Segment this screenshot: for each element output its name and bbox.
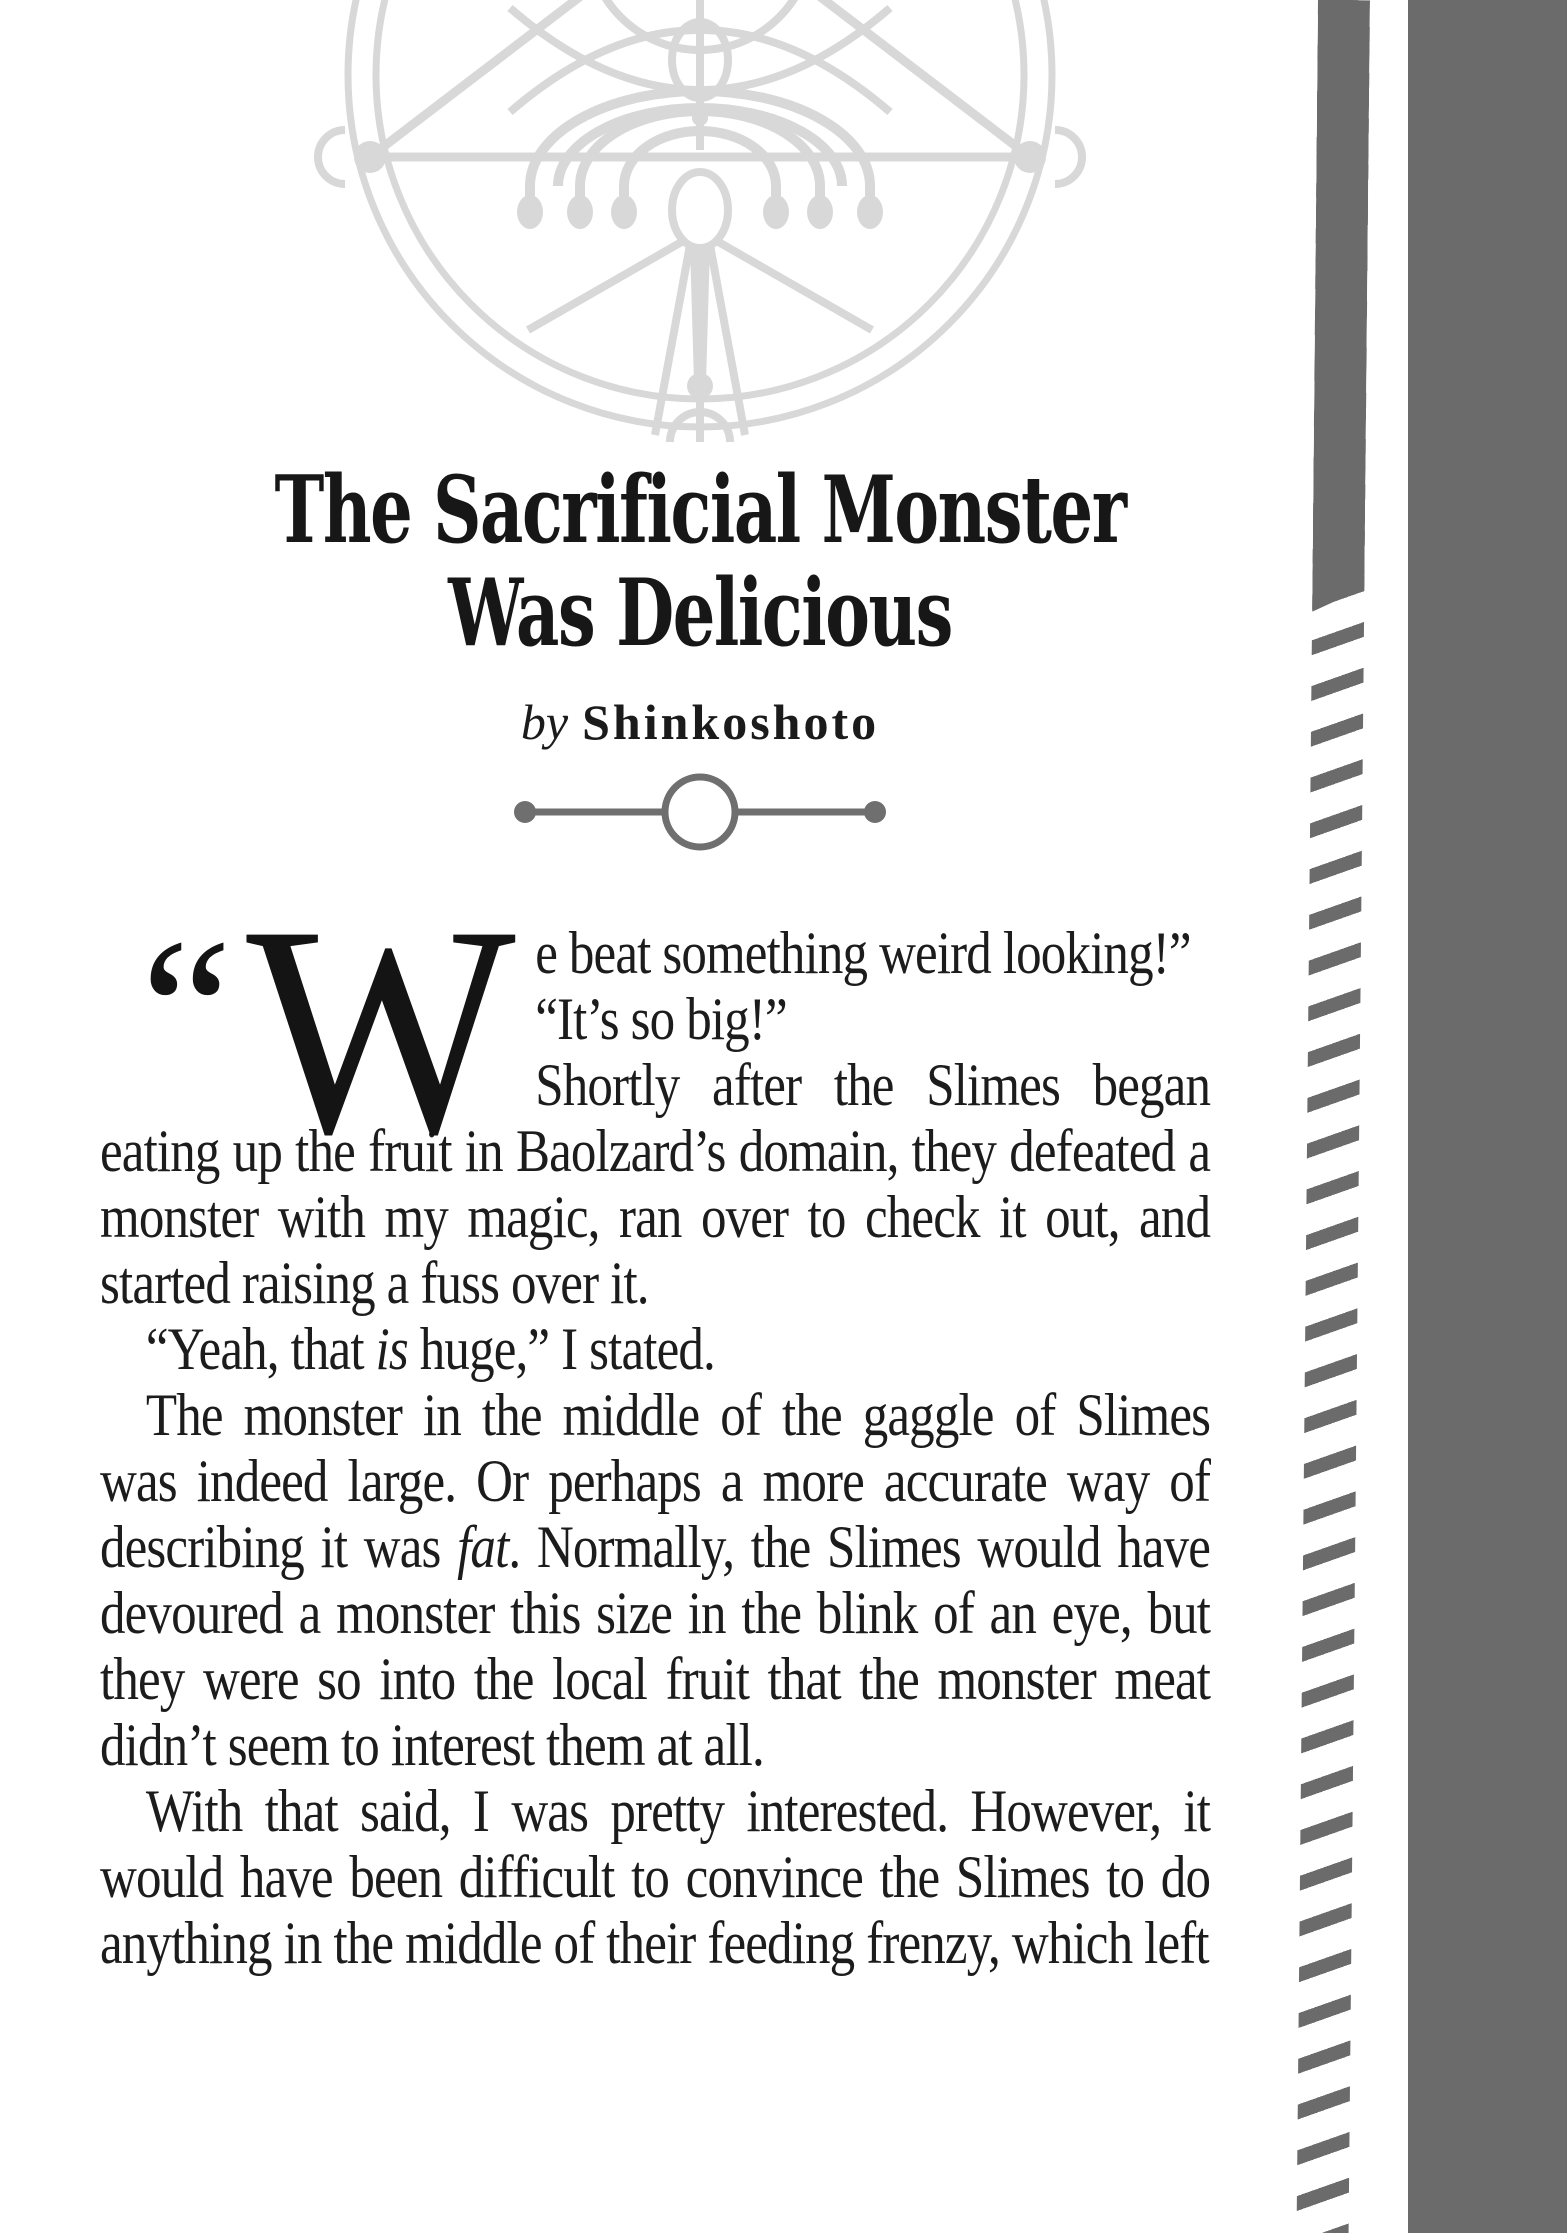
- hatched-edge-stripe: [1297, 0, 1370, 2233]
- emphasized-text: fat: [457, 1514, 509, 1580]
- drop-cap: [100, 864, 535, 1196]
- text-segment: Shortly after the Slimes began eating up the fruit in Baolzard’s domain, they defeated a monster with my magic, ran over to check it out, and started raising a fuss over it.: [100, 1052, 1211, 1316]
- chapter-title: [268, 455, 1132, 667]
- text-segment: . Normally, the Slimes would have devoured a monster this size in the blink of an eye, but they were so into the local fruit that the monster meat didn’t seem to interest them at all.: [100, 1514, 1211, 1778]
- solid-edge-bar: [1408, 0, 1567, 2233]
- chapter-title-line2: Was Delicious: [448, 558, 952, 667]
- byline-prefix: by: [520, 694, 569, 750]
- chapter-title-line1: The Sacrificial Monster: [274, 455, 1126, 564]
- hatched-stripe-solid-cap: [1312, 0, 1370, 612]
- text-segment: “Yeah, that: [145, 1316, 376, 1382]
- paragraph: [100, 1382, 1210, 1778]
- text-segment: e beat something weird looking!”: [535, 920, 1191, 986]
- divider-ornament: [100, 770, 1300, 860]
- author-name: Shinkoshoto: [582, 694, 880, 750]
- line-circle-divider-icon: [100, 770, 1300, 860]
- body-text: [100, 864, 1211, 1976]
- text-segment: “It’s so big!”: [535, 986, 787, 1052]
- text-segment: With that said, I was pretty interested. However, it would have been difficult to convince the Slimes to do anything in the middle of their feeding frenzy, which left: [100, 1778, 1211, 1976]
- byline: [100, 694, 1300, 750]
- drop-cap-open-quote: “: [140, 897, 232, 1124]
- paragraph: [100, 1316, 1210, 1382]
- paragraph: [100, 1778, 1210, 1976]
- text-segment: The monster in the middle of the gaggle of Slimes was indeed large. Or perhaps a more accurate way of describing it was: [100, 1382, 1211, 1580]
- text-segment: huge,” I stated.: [407, 1316, 715, 1382]
- drop-cap-letter: W: [246, 864, 515, 1196]
- emphasized-text: is: [375, 1316, 408, 1382]
